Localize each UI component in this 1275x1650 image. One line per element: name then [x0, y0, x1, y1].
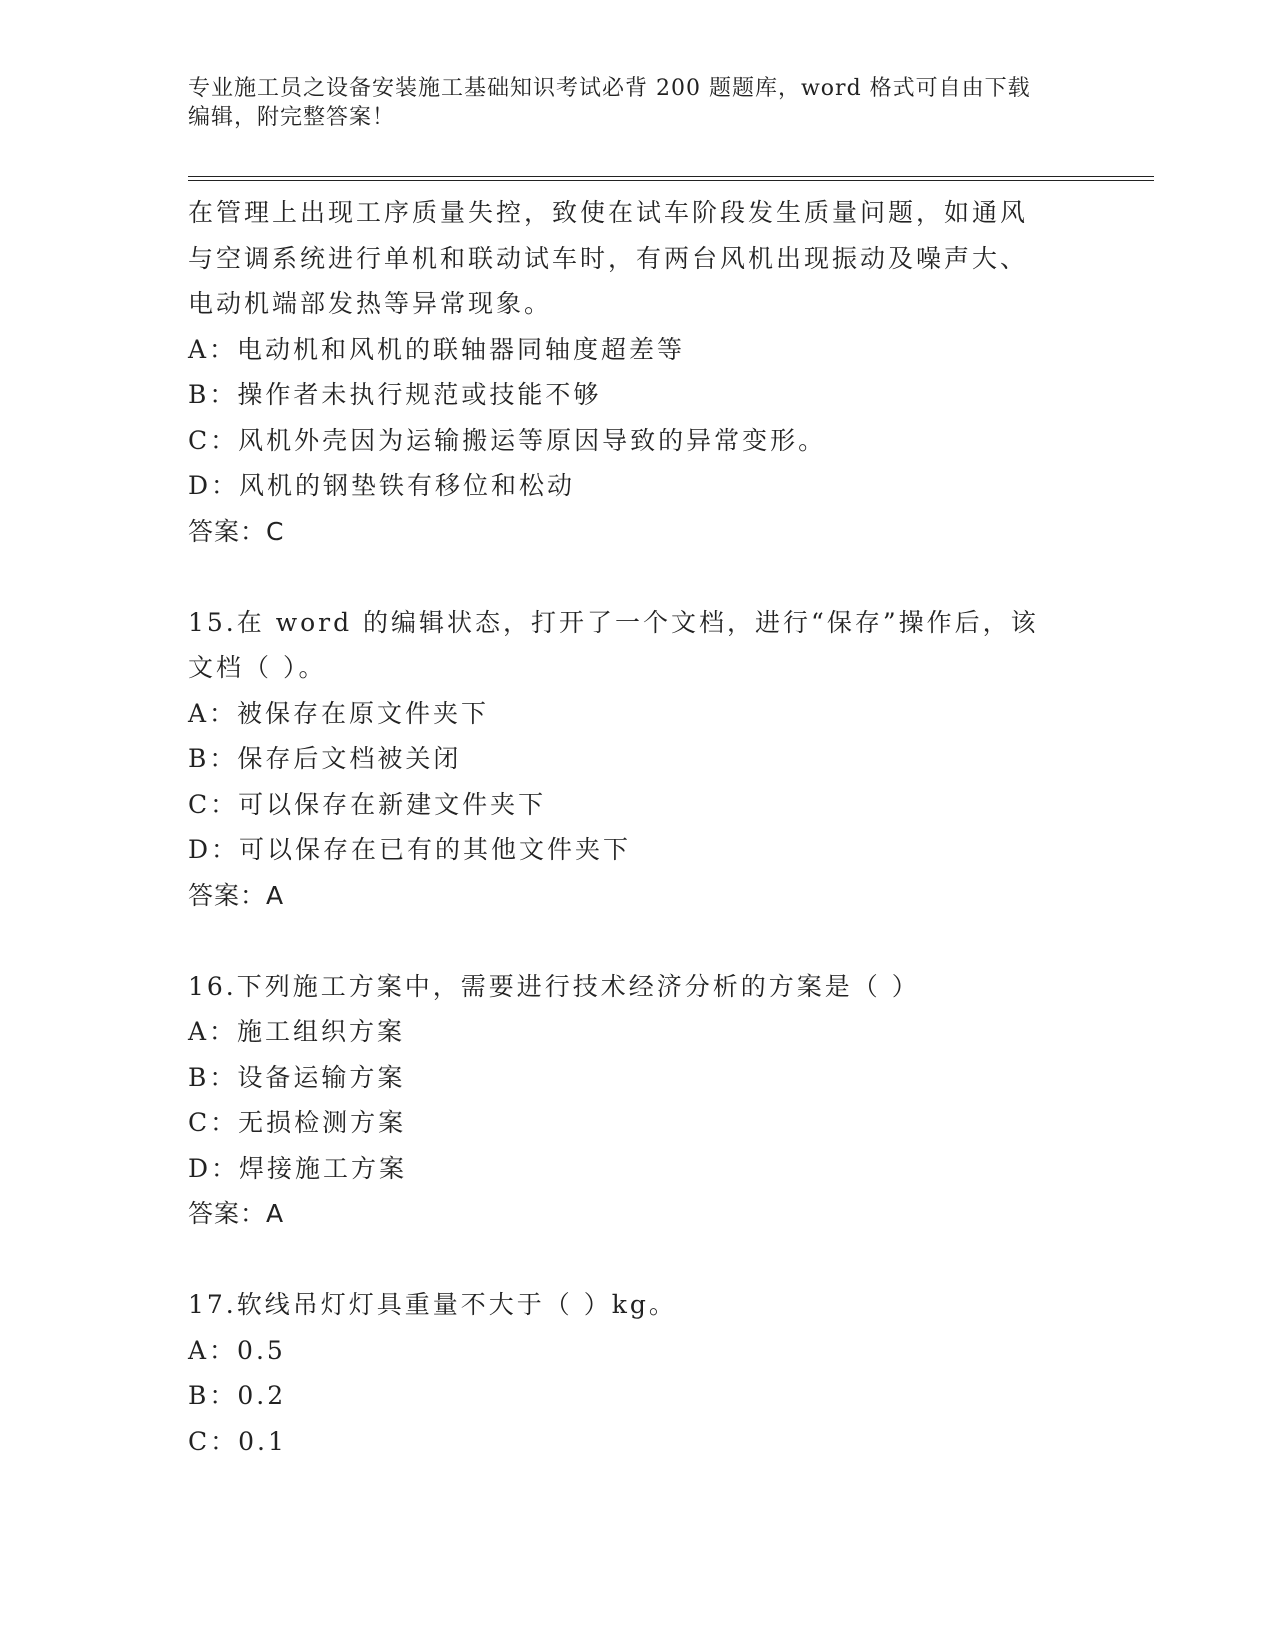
page-header [188, 74, 1088, 132]
question-16 [188, 964, 1088, 1237]
question-stem-line: 电动机端部发热等异常现象。 [188, 289, 553, 318]
document-body [188, 190, 1088, 1464]
option-d: D：可以保存在已有的其他文件夹下 [188, 835, 632, 864]
header-line-1: 专业施工员之设备安装施工基础知识考试必背 200 题题库，word 格式可自由下载 [188, 76, 1031, 101]
option-a: A：电动机和风机的联轴器同轴度超差等 [188, 334, 686, 364]
question-stem-line: 在管理上出现工序质量失控，致使在试车阶段发生质量问题，如通风 [188, 198, 1029, 227]
question-14 [188, 190, 1088, 554]
option-a: A：0.5 [188, 1335, 286, 1365]
question-15 [188, 600, 1088, 919]
option-b: B：设备运输方案 [188, 1062, 406, 1092]
option-b: B：0.2 [188, 1381, 287, 1410]
header-divider [188, 176, 1154, 181]
question-stem-line: 15.在 word 的编辑状态，打开了一个文档，进行“保存”操作后，该 [188, 607, 1039, 637]
answer-line: 答案：C [188, 516, 285, 546]
question-stem-line: 16.下列施工方案中，需要进行技术经济分析的方案是（ ） [188, 971, 920, 1001]
spacer [188, 918, 1088, 964]
option-b: B：操作者未执行规范或技能不够 [188, 380, 602, 409]
option-a: A：施工组织方案 [188, 1017, 406, 1046]
header-line-2: 编辑，附完整答案！ [188, 105, 396, 130]
answer-line: 答案：A [188, 880, 285, 910]
option-c: C：风机外壳因为运输搬运等原因导致的异常变形。 [188, 425, 827, 455]
option-c: C：可以保存在新建文件夹下 [188, 789, 547, 819]
question-stem-line: 与空调系统进行单机和联动试车时，有两台风机出现振动及噪声大、 [188, 243, 1029, 273]
option-b: B：保存后文档被关闭 [188, 744, 462, 773]
option-d: D：风机的钢垫铁有移位和松动 [188, 471, 576, 500]
option-a: A：被保存在原文件夹下 [188, 698, 490, 728]
question-stem-line: 文档（ ）。 [188, 653, 327, 682]
answer-line: 答案：A [188, 1199, 285, 1228]
question-stem-line: 17.软线吊灯灯具重量不大于（ ）kg。 [188, 1290, 677, 1319]
spacer [188, 554, 1088, 600]
option-d: D：焊接施工方案 [188, 1153, 408, 1183]
option-c: C：无损检测方案 [188, 1108, 407, 1137]
question-17 [188, 1282, 1088, 1464]
spacer [188, 1237, 1088, 1283]
option-c: C：0.1 [188, 1426, 287, 1456]
